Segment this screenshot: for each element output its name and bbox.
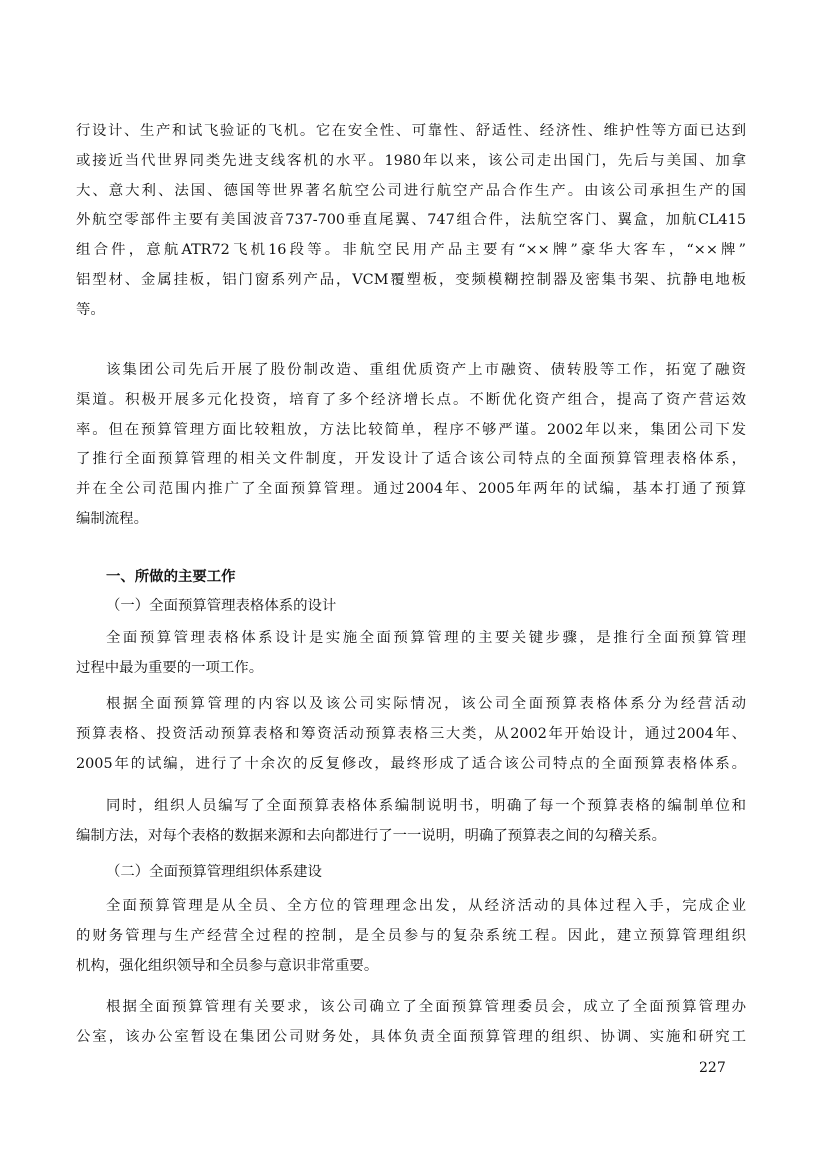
text-line: 全面预算管理是从全员、全方位的管理理念出发，从经济活动的具体过程入手，完成企业 (106, 898, 746, 914)
paragraph-group-reform (76, 356, 746, 535)
text-line: 编制流程。 (76, 510, 148, 527)
text-line: 组合件，意航ATR72飞机16段等。非航空民用产品主要有“××牌”豪华大客车，“××牌” (76, 242, 746, 259)
text-line: 公室，该办公室暂设在集团公司财务处，具体负责全面预算管理的组织、协调、实施和研究工 (76, 1028, 746, 1045)
text-line: 了推行全面预算管理的相关文件制度，开发设计了适合该公司特点的全面预算管理表格体系， (76, 451, 746, 468)
text-line: 铝型材、金属挂板，铝门窗系列产品，VCM覆塑板，变频模糊控制器及密集书架、抗静电地板 (76, 271, 746, 288)
text-line: 的财务管理与生产经营全过程的控制，是全员参与的复杂系统工程。因此，建立预算管理组织 (76, 927, 746, 944)
text-line: 过程中最为重要的一项工作。 (76, 659, 264, 676)
text-line: 或接近当代世界同类先进支线客机的水平。1980年以来，该公司走出国门，先后与美国、加拿 (76, 152, 746, 169)
text-line: 等。 (76, 301, 105, 318)
text-line: 全面预算管理表格体系设计是实施全面预算管理的主要关键步骤，是推行全面预算管理 (106, 630, 746, 646)
text-line: 率。但在预算管理方面比较粗放，方法比较简单，程序不够严谨。2002年以来，集团公司下发 (76, 421, 746, 438)
text-line: 同时，组织人员编写了全面预算表格体系编制说明书，明确了每一个预算表格的编制单位和 (106, 798, 746, 814)
text-line: 大、意大利、法国、德国等世界著名航空公司进行航空产品合作生产。由该公司承担生产的国 (76, 182, 746, 199)
page-number: 227 (699, 1060, 726, 1076)
text-line: 根据全面预算管理有关要求，该公司确立了全面预算管理委员会，成立了全面预算管理办 (106, 999, 746, 1015)
text-line: 该集团公司先后开展了股份制改造、重组优质资产上市融资、债转股等工作，拓宽了融资 (106, 362, 746, 378)
paragraph-organization (76, 892, 746, 981)
text-line: 行设计、生产和试飞验证的飞机。它在安全性、可靠性、舒适性、经济性、维护性等方面已达到 (76, 123, 746, 139)
paragraph-committee (76, 993, 746, 1053)
paragraph-table-categories (76, 690, 746, 779)
text-line: 预算表格、投资活动预算表格和筹资活动预算表格三大类，从2002年开始设计，通过2004年、 (76, 725, 746, 742)
text-line: 2005年的试编，进行了十余次的反复修改，最终形成了适合该公司特点的全面预算表格体系。 (76, 755, 746, 772)
text-line: 并在全公司范围内推广了全面预算管理。通过2004年、2005年两年的试编，基本打通了预算 (76, 481, 746, 498)
paragraph-table-design (76, 624, 746, 684)
text-line: 机构，强化组织领导和全员参与意识非常重要。 (76, 957, 379, 974)
subsection-heading: （二）全面预算管理组织体系建设 (106, 864, 322, 880)
section-heading: 一、所做的主要工作 (106, 568, 236, 585)
paragraph-instructions (76, 792, 746, 852)
text-line: 根据全面预算管理的内容以及该公司实际情况，该公司全面预算表格体系分为经营活动 (106, 696, 746, 712)
text-line: 外航空零部件主要有美国波音737-700垂直尾翼、747组合件，法航空客门、翼盒，加航CL415 (76, 212, 746, 229)
subsection-heading: （一）全面预算管理表格体系的设计 (106, 598, 337, 614)
text-line: 渠道。积极开展多元化投资，培育了多个经济增长点。不断优化资产组合，提高了资产营运效 (76, 391, 746, 408)
text-line: 编制方法，对每个表格的数据来源和去向都进行了一一说明，明确了预算表之间的勾稽关系。 (76, 827, 667, 844)
paragraph-company-intro (76, 117, 746, 326)
